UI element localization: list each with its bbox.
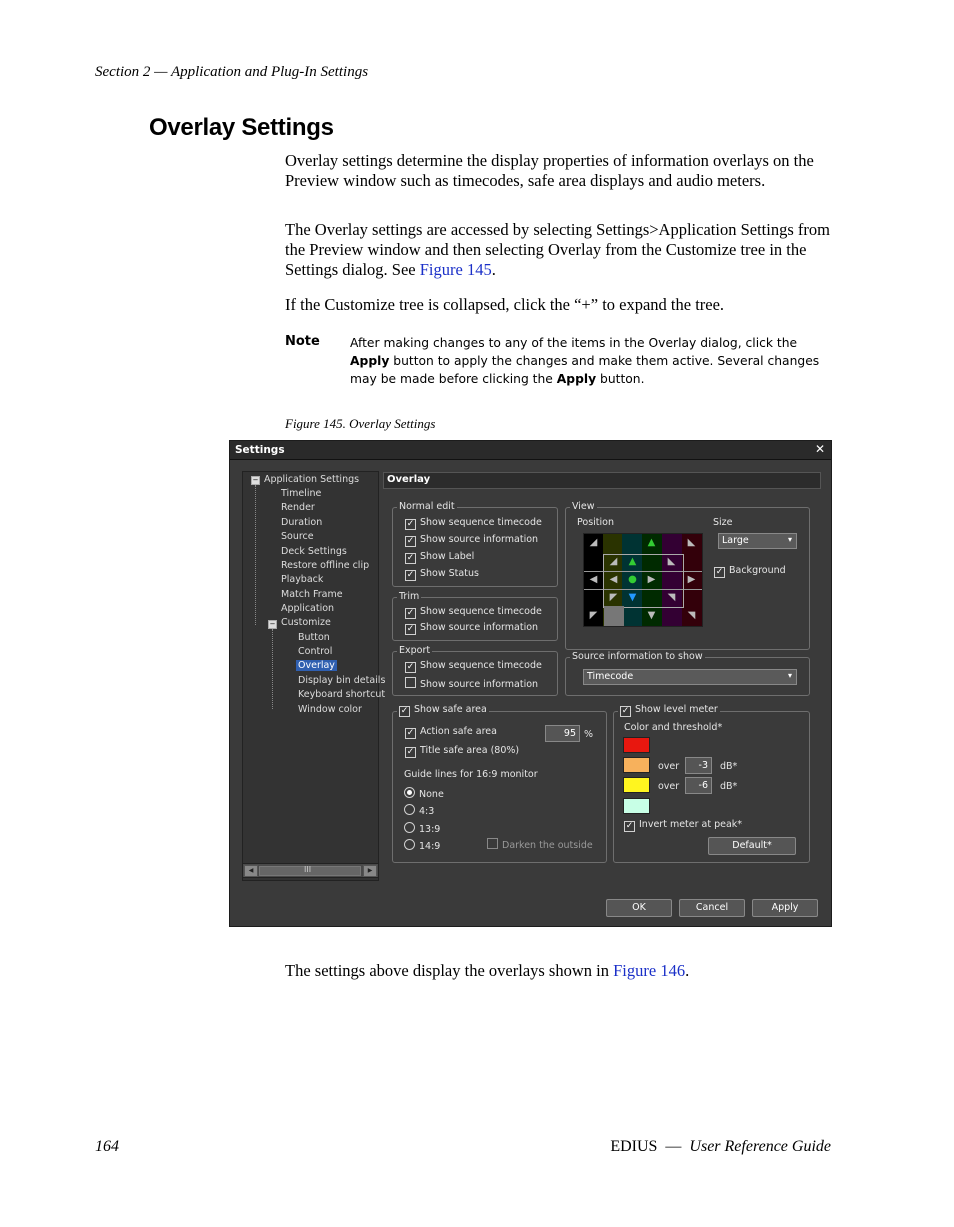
export-show-sequence-timecode[interactable] [405, 660, 542, 673]
close-icon[interactable]: ✕ [814, 442, 825, 456]
arrow-upleft-icon[interactable]: ◢ [589, 537, 598, 548]
note-apply-bold-2: Apply [556, 372, 597, 386]
view-label: View [572, 501, 595, 512]
export-group [392, 645, 558, 696]
arrow-inner-up-icon[interactable]: ▲ [628, 556, 637, 567]
checkbox-checked-icon[interactable]: ✓ [406, 662, 415, 672]
arrow-downleft-icon[interactable]: ◤ [589, 610, 598, 621]
checkbox-checked-icon[interactable]: ✓ [406, 570, 415, 580]
default-button[interactable]: Default* [708, 837, 796, 855]
tree-item-playback[interactable]: Playback [281, 574, 324, 585]
invert-meter-checkbox[interactable] [624, 819, 742, 832]
tree-item-restore-offline-clip[interactable]: Restore offline clip [281, 560, 370, 571]
checkbox-label: Darken the outside [502, 840, 593, 851]
position-label: Position [577, 517, 614, 528]
radio-label: 14:9 [419, 841, 441, 852]
tree-item-application-settings[interactable]: Application Settings [264, 474, 360, 485]
radio-label: None [419, 789, 444, 800]
radio-selected-icon[interactable] [404, 787, 415, 798]
tree-item-source[interactable]: Source [281, 531, 314, 542]
level-color-swatch-red[interactable] [623, 737, 650, 753]
checkbox-label: Show sequence timecode [420, 606, 542, 617]
note-text [350, 334, 820, 388]
checkbox-label: Show Label [420, 551, 475, 562]
guide-option-none[interactable] [404, 787, 444, 800]
action-safe-area-input[interactable]: 95 [545, 725, 580, 742]
radio-icon[interactable] [404, 804, 415, 815]
normal-show-status[interactable] [405, 568, 479, 581]
trim-show-sequence-timecode[interactable] [405, 606, 542, 619]
show-safe-area-checkbox[interactable] [397, 704, 489, 717]
footer-guide: User Reference Guide [689, 1138, 831, 1155]
tree-item-application[interactable]: Application [281, 603, 335, 614]
checkbox-checked-icon[interactable]: ✓ [406, 624, 415, 634]
db-unit-2: dB* [720, 781, 738, 792]
arrow-right-icon[interactable]: ▶ [687, 574, 696, 585]
apply-button[interactable]: Apply [752, 899, 818, 917]
background-checkbox[interactable] [714, 565, 786, 578]
checkbox-checked-icon[interactable]: ✓ [406, 536, 415, 546]
arrow-inner-upright-icon[interactable]: ◣ [667, 556, 676, 567]
overlay-panel-title: Overlay [387, 474, 431, 485]
chevron-down-icon: ▾ [787, 671, 792, 680]
db-unit-1: dB* [720, 761, 738, 772]
trim-show-source-information[interactable] [405, 622, 538, 635]
intro-paragraph: Overlay settings determine the display properties of information overlays on the Preview window such as timecodes, safe area displays and audio meters. [285, 151, 814, 190]
radio-icon[interactable] [404, 839, 415, 850]
checkbox-checked-icon[interactable]: ✓ [406, 608, 415, 618]
radio-icon[interactable] [404, 822, 415, 833]
tree-item-timeline[interactable]: Timeline [281, 488, 322, 499]
tree-item-keyboard-shortcut[interactable]: Keyboard shortcut [298, 689, 386, 700]
cancel-button[interactable]: Cancel [679, 899, 745, 917]
level-meter-group [613, 704, 810, 863]
arrow-up-icon[interactable]: ▲ [647, 537, 656, 548]
checkbox-label: Show sequence timecode [420, 517, 542, 528]
export-show-source-information[interactable] [405, 677, 538, 690]
arrow-down-icon[interactable]: ▼ [647, 610, 656, 621]
settings-dialog [229, 440, 832, 927]
darken-outside-checkbox[interactable] [487, 838, 593, 851]
chevron-down-icon: ▾ [787, 535, 792, 544]
source-info-value: Timecode [587, 671, 634, 682]
checkbox-unchecked-icon[interactable] [405, 677, 416, 688]
scroll-thumb[interactable] [259, 866, 361, 876]
color-threshold-label: Color and threshold* [624, 722, 723, 733]
radio-label: 4:3 [419, 806, 435, 817]
overlay-panel-header [383, 472, 821, 489]
dialog-titlebar [230, 441, 831, 460]
over-label-1: over [658, 761, 680, 772]
percent-label: % [584, 729, 594, 740]
footer-separator: — [665, 1138, 682, 1155]
running-header: Section 2 — Application and Plug-In Settings [95, 64, 369, 80]
closing-text: The settings above display the overlays shown in [285, 961, 614, 980]
normal-edit-label: Normal edit [399, 501, 455, 512]
guide-option-4-3[interactable] [404, 804, 434, 817]
access-period: . [491, 260, 496, 279]
closing-period: . [685, 961, 690, 980]
guide-option-13-9[interactable] [404, 822, 440, 835]
level-color-swatch-orange[interactable] [623, 757, 650, 773]
running-footer [610, 1138, 831, 1156]
normal-show-label[interactable] [405, 551, 474, 564]
safe-area-group [392, 704, 607, 863]
threshold-input-1[interactable]: -3 [685, 757, 712, 774]
checkbox-checked-icon[interactable]: ✓ [715, 567, 724, 577]
tree-item-control[interactable]: Control [298, 646, 333, 657]
normal-show-sequence-timecode[interactable] [405, 517, 542, 530]
customize-tree [242, 471, 386, 881]
arrow-left-icon[interactable]: ◀ [589, 574, 598, 585]
ok-button[interactable]: OK [606, 899, 672, 917]
guide-option-14-9[interactable] [404, 839, 440, 852]
export-label: Export [399, 645, 431, 656]
note-part2: button to apply the changes and make them active. Several changes may be made before clicking the [350, 354, 820, 386]
normal-edit-group [392, 501, 558, 587]
scroll-grip: III [304, 865, 312, 874]
checkbox-label: Show source information [420, 534, 539, 545]
access-paragraph [285, 220, 830, 280]
normal-show-source-information[interactable] [405, 534, 538, 547]
checkbox-checked-icon[interactable]: ✓ [406, 728, 415, 738]
size-label: Size [713, 517, 733, 528]
show-level-meter-checkbox[interactable] [618, 704, 720, 717]
title-safe-area-checkbox[interactable] [405, 745, 519, 758]
guide-lines-label: Guide lines for 16:9 monitor [404, 769, 538, 780]
arrow-downright-icon[interactable]: ◥ [687, 610, 696, 621]
source-info-group [565, 651, 810, 696]
checkbox-label: Show source information [420, 622, 539, 633]
checkbox-label: Show level meter [635, 704, 718, 715]
checkbox-checked-icon[interactable]: ✓ [406, 553, 415, 563]
checkbox-label: Invert meter at peak* [639, 819, 743, 830]
arrow-inner-upleft-icon[interactable]: ◢ [609, 556, 618, 567]
position-grid[interactable] [583, 533, 703, 627]
tree-item-button[interactable]: Button [298, 632, 330, 643]
closing-paragraph [285, 961, 830, 981]
scroll-left-icon[interactable]: ◀ [244, 865, 258, 877]
tree-item-display-bin-details[interactable]: Display bin details [298, 675, 386, 686]
action-safe-area-checkbox[interactable] [405, 726, 497, 739]
checkbox-checked-icon[interactable]: ✓ [400, 706, 409, 716]
size-value: Large [722, 535, 749, 546]
tree-item-render[interactable]: Render [281, 502, 315, 513]
collapse-root-icon[interactable]: − [252, 476, 259, 484]
checkbox-label: Background [729, 565, 786, 576]
scroll-right-icon[interactable]: ▶ [363, 865, 377, 877]
source-info-label: Source information to show [572, 651, 703, 662]
tree-item-overlay[interactable]: Overlay [298, 660, 335, 671]
over-label-2: over [658, 781, 680, 792]
center-dot-icon[interactable]: ● [628, 574, 637, 585]
dialog-title: Settings [235, 444, 285, 456]
threshold-input-2[interactable]: -6 [685, 777, 712, 794]
trim-label: Trim [399, 591, 420, 602]
checkbox-label: Show source information [420, 679, 539, 690]
arrow-inner-downright-icon[interactable]: ◥ [667, 592, 676, 603]
tree-scrollbar[interactable] [242, 863, 379, 878]
arrow-inner-left-icon[interactable]: ◀ [609, 574, 618, 585]
note-part1: After making changes to any of the items in the Overlay dialog, click the [350, 336, 798, 350]
note-label: Note [285, 334, 320, 349]
checkbox-label: Show sequence timecode [420, 660, 542, 671]
collapse-customize-icon[interactable]: − [269, 620, 276, 628]
arrow-inner-right-icon[interactable]: ▶ [647, 574, 656, 585]
access-text: The Overlay settings are accessed by selecting Settings>Application Settings from the Preview window and then selecting Overlay from the Customize tree in the Settings dialog. See [285, 220, 830, 279]
checkbox-unchecked-icon[interactable] [487, 838, 498, 849]
note-part3: button. [596, 372, 645, 386]
trim-group [392, 591, 558, 641]
figure-145-link[interactable]: Figure 145 [419, 260, 492, 279]
figure-caption: Figure 145. Overlay Settings [285, 416, 436, 431]
page-title: Overlay Settings [149, 114, 334, 141]
tree-line [255, 485, 256, 625]
checkbox-label: Show safe area [414, 704, 487, 715]
checkbox-label: Show Status [420, 568, 479, 579]
view-group [565, 501, 810, 650]
arrow-inner-down-icon[interactable]: ▼ [628, 592, 637, 603]
tree-item-match-frame[interactable]: Match Frame [281, 589, 343, 600]
checkbox-checked-icon[interactable]: ✓ [621, 706, 630, 716]
tree-item-window-color[interactable]: Window color [298, 704, 362, 715]
checkbox-label: Action safe area [420, 726, 497, 737]
tree-item-deck-settings[interactable]: Deck Settings [281, 546, 347, 557]
arrow-upright-icon[interactable]: ◣ [687, 537, 696, 548]
arrow-inner-downleft-icon[interactable]: ◤ [609, 592, 618, 603]
tree-line [272, 629, 273, 709]
collapse-paragraph: If the Customize tree is collapsed, click the “+” to expand the tree. [285, 295, 725, 314]
figure-146-link[interactable]: Figure 146 [613, 961, 686, 980]
level-color-swatch-mint[interactable] [623, 798, 650, 814]
checkbox-label: Title safe area (80%) [420, 745, 520, 756]
grid-block [604, 606, 624, 626]
level-color-swatch-yellow[interactable] [623, 777, 650, 793]
checkbox-checked-icon[interactable]: ✓ [406, 747, 415, 757]
source-info-dropdown[interactable] [583, 669, 797, 685]
tree-item-duration[interactable]: Duration [281, 517, 323, 528]
note-apply-bold-1: Apply [350, 354, 390, 368]
radio-label: 13:9 [419, 824, 441, 835]
checkbox-checked-icon[interactable]: ✓ [406, 519, 415, 529]
size-dropdown[interactable] [718, 533, 797, 549]
page-number: 164 [95, 1138, 119, 1155]
footer-product: EDIUS [610, 1138, 658, 1155]
checkbox-checked-icon[interactable]: ✓ [625, 821, 634, 831]
tree-item-customize[interactable]: Customize [281, 617, 331, 628]
